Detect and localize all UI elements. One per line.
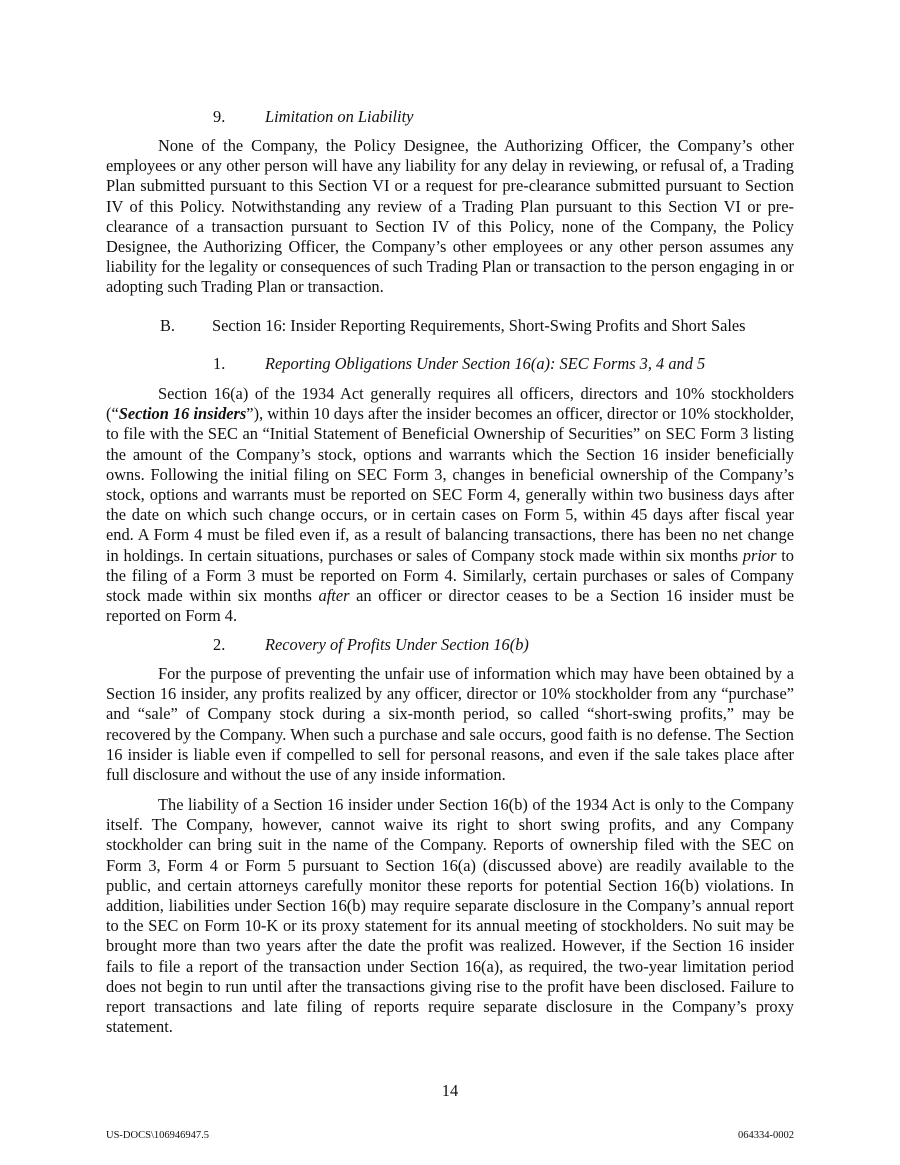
section-b-title: Section 16: Insider Reporting Requirements, Short-Swing Profits and Short Sales xyxy=(212,316,746,335)
section-2-heading xyxy=(213,635,529,655)
section-b-letter: B. xyxy=(160,316,176,335)
section-1-heading xyxy=(213,354,705,374)
footer-matter-number: 064334-0002 xyxy=(738,1130,794,1141)
reporting-text-part1: Section 16(a) of the 1934 Act generally requires all officers, directors and 10% stockholders (“ xyxy=(106,384,794,424)
section-9-title: Limitation on Liability xyxy=(265,107,414,126)
section-2-title: Recovery of Profits Under Section 16(b) xyxy=(265,635,529,654)
defined-term-section-16-insiders: Section 16 insiders xyxy=(118,404,247,424)
section-1-number: 1. xyxy=(213,354,226,373)
reporting-text-part2: ”), within 10 days after the insider becomes an officer, director or 10% stockholder, to file with the SEC an “Initial Statement of Beneficial Ownership of Securities” on SEC Form 3 listing the amount of the Company’s stock, options and warrants which the Section 16 insider beneficially owns. Following the initial filing on SEC Form 3, changes in beneficial ownership of the Company’s stock, options and warrants must be reported on SEC Form 4, generally within two business days after the date on which such change occurs, or in certain cases on Form 5, within 45 days after fiscal year end. A Form 4 must be filed even if, as a result of balancing transactions, there has been no net change in holdings. In certain situations, purchases or sales of Company stock made within six months xyxy=(106,404,794,565)
recovery-paragraph-2: The liability of a Section 16 insider under Section 16(b) of the 1934 Act is only to the Company itself. The Company, however, cannot waive its right to short swing profits, and any Company stockholder can bring suit in the name of the Company. Reports of ownership filed with the SEC on Form 3, Form 4 or Form 5 pursuant to Section 16(a) (discussed above) are readily available to the public, and certain attorneys carefully monitor these reports for potential Section 16(b) violations. In addition, liabilities under Section 16(b) may require separate disclosure in the Company’s annual report to the SEC on Form 10-K or its proxy statement for its annual meeting of stockholders. No suit may be brought more than two years after the date the profit was realized. However, if the Section 16 insider fails to file a report of the transaction under Section 16(a), as required, the two-year limitation period does not begin to run until after the transactions giving rise to the profit have been disclosed. Failure to report transactions and late filing of reports require separate disclosure in the Company’s proxy statement. xyxy=(106,795,794,1037)
reporting-obligations-paragraph xyxy=(106,384,794,626)
footer-doc-id: US-DOCS\106946947.5 xyxy=(106,1130,209,1141)
reporting-text-part3: to the filing of a Form 3 must be reported on Form 4. Similarly, certain purchases or sales of Company stock made within six months xyxy=(106,545,794,606)
section-2-number: 2. xyxy=(213,635,226,654)
section-9-number: 9. xyxy=(213,107,226,126)
section-9-body xyxy=(106,136,794,298)
limitation-paragraph: None of the Company, the Policy Designee, the Authorizing Officer, the Company’s other employees or any other person will have any liability for any delay in reviewing, or refusal of, a Trading Plan submitted pursuant to this Section VI or a request for pre-clearance submitted pursuant to Section IV of this Policy. Notwithstanding any review of a Trading Plan pursuant to this Section VI or pre-clearance of a transaction pursuant to Section IV of this Policy, none of the Company, the Policy Designee, the Authorizing Officer, the Company’s other employees or any other person assumes any liability for the legality or consequences of such Trading Plan or transaction to the person engaging in or adopting such Trading Plan or transaction. xyxy=(106,136,794,297)
section-1-body xyxy=(106,384,794,626)
section-1-title: Reporting Obligations Under Section 16(a): SEC Forms 3, 4 and 5 xyxy=(265,354,706,373)
recovery-paragraph-1: For the purpose of preventing the unfair use of information which may have been obtained by a Section 16 insider, any profits realized by any officer, director or 10% stockholder from any “purchase” and “sale” of Company stock during a six-month period, so called “short-swing profits,” may be recovered by the Company. When such a purchase and sale occurs, good faith is no defense. The Section 16 insider is liable even if compelled to sell for personal reasons, and even if the sale takes place after full disclosure and without the use of any inside information. xyxy=(106,664,794,785)
section-2-body-2 xyxy=(106,795,794,1037)
emphasis-prior: prior xyxy=(742,545,777,565)
section-9-heading xyxy=(213,107,413,127)
emphasis-after: after xyxy=(318,586,350,606)
page-number: 14 xyxy=(441,1081,459,1100)
section-b-heading xyxy=(160,316,746,336)
reporting-text-part4: an officer or director ceases to be a Section 16 insider must be reported on Form 4. xyxy=(106,586,794,626)
section-2-body-1 xyxy=(106,664,794,785)
